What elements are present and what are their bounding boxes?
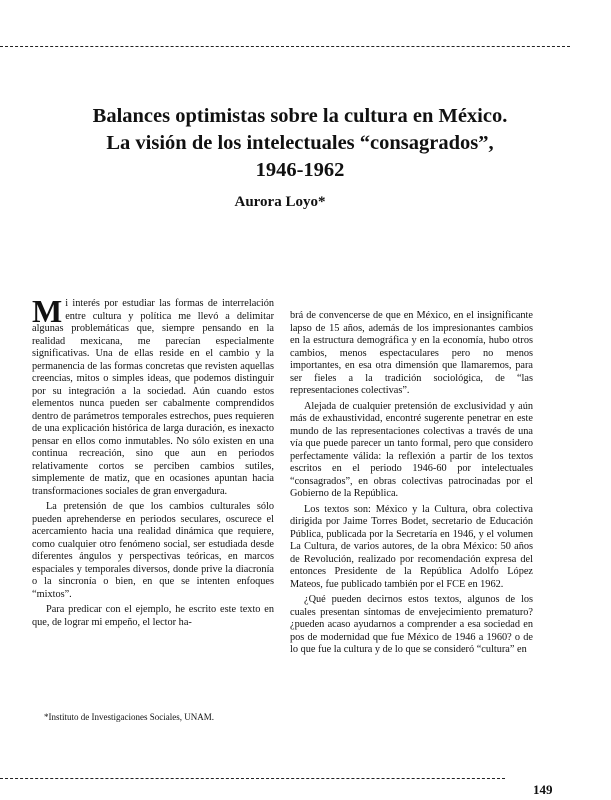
paragraph-2: La pretensión de que los cambios culturales sólo pueden aprehenderse en periodos seculares, oscurece el acercamiento hacia una realidad dinámica que requiere, como cualquier otro fenómeno social, ser estudiada desde diferentes ángulos y perspectivas teóricas, en marcos espaciales y temporales diversos, donde prive la diacronía o la sincronía o bien, en que se intenten enfoques “mixtos”. [32, 501, 274, 600]
title-line-3: 1946-1962 [255, 159, 345, 181]
paragraph-1 [32, 293, 274, 498]
paragraph-1-text: i interés por estudiar las formas de interrelación entre cultura y política me llevó a delimitar algunas problemáticas que, siempre pensando en la realidad mexicana, me parecían especialmente significativas. Una de ellas reside en el cambio y la permanencia de las formas concretas que revisten aquellas creencias, mitos o simples ideas, que podemos distinguir por su integración a la sociedad. Aún cuando estos elementos nunca pueden ser cabalmente comprendidos dentro de parámetros temporales estrechos, pues requieren de una explicación histórica de larga duración, es inexacto pensar en ellos como inmutables. No sólo existen en una continua recreación, sino que aun en periodos relativamente cortos se perciben cambios sutiles, simplemente de matiz, que en ocasiones apuntan hacia transformaciones sociales de gran envergadura. [32, 298, 274, 497]
page-number: 149 [533, 782, 553, 797]
title-line-1: Balances optimistas sobre la cultura en México. [92, 105, 508, 127]
paragraph-3: Para predicar con el ejemplo, he escrito este texto en que, de lograr mi empeño, el lector ha- [32, 604, 274, 628]
paragraph-6: Los textos son: México y la Cultura, obra colectiva dirigida por Jaime Torres Bodet, secretario de Educación Pública, publicada por la Secretaría en 1946, y el volumen La Cultura, de varios autores, de la obra México: 50 años de Revolución, realizado por recomendación expresa del entonces Presidente de la República Adolfo López Mateos, fue publicado también por el FCE en 1962. [290, 503, 533, 590]
title-line-2: La visión de los intelectuales “consagrados”, [106, 132, 494, 154]
left-column [32, 293, 274, 632]
right-column [290, 310, 533, 660]
paragraph-7: ¿Qué pueden decirnos estos textos, algunos de los cuales presentan síntomas de envejecimiento prematuro? ¿pueden acaso ayudarnos a comprender a esa sociedad en pos de modernidad que fue México de 1946 a 1960? o de lo que fue la cultura y de lo que se consideró “cultura” en [290, 594, 533, 655]
bottom-dashed-rule [0, 778, 505, 779]
top-dashed-rule [0, 46, 570, 47]
article-title [40, 103, 560, 184]
footnote: *Instituto de Investigaciones Sociales, UNAM. [44, 712, 214, 722]
drop-cap: M [32, 293, 63, 329]
paragraph-4: brá de convencerse de que en México, en el insignificante lapso de 15 años, además de los impresionantes cambios en la estructura demográfica y en la economía, hubo otros cambios, menos espectaculares pero no menos importantes, en esa otra dimensión que llamaremos, para ser fieles a la tradición sociológica, de “las representaciones colectivas”. [290, 310, 533, 396]
author-name: Aurora Loyo* [234, 194, 326, 210]
paragraph-5: Alejada de cualquier pretensión de exclusividad y aún más de exhaustividad, encontré sugerente penetrar en este mundo de las representaciones colectivas a través de una vía que puede parecer un tanto formal, pero que considero perfectamente válida: la reflexión a partir de los textos escritos en el periodo 1946-60 por intelectuales “consagrados”, en obras colectivas patrocinadas por el Gobierno de la República. [290, 400, 533, 499]
